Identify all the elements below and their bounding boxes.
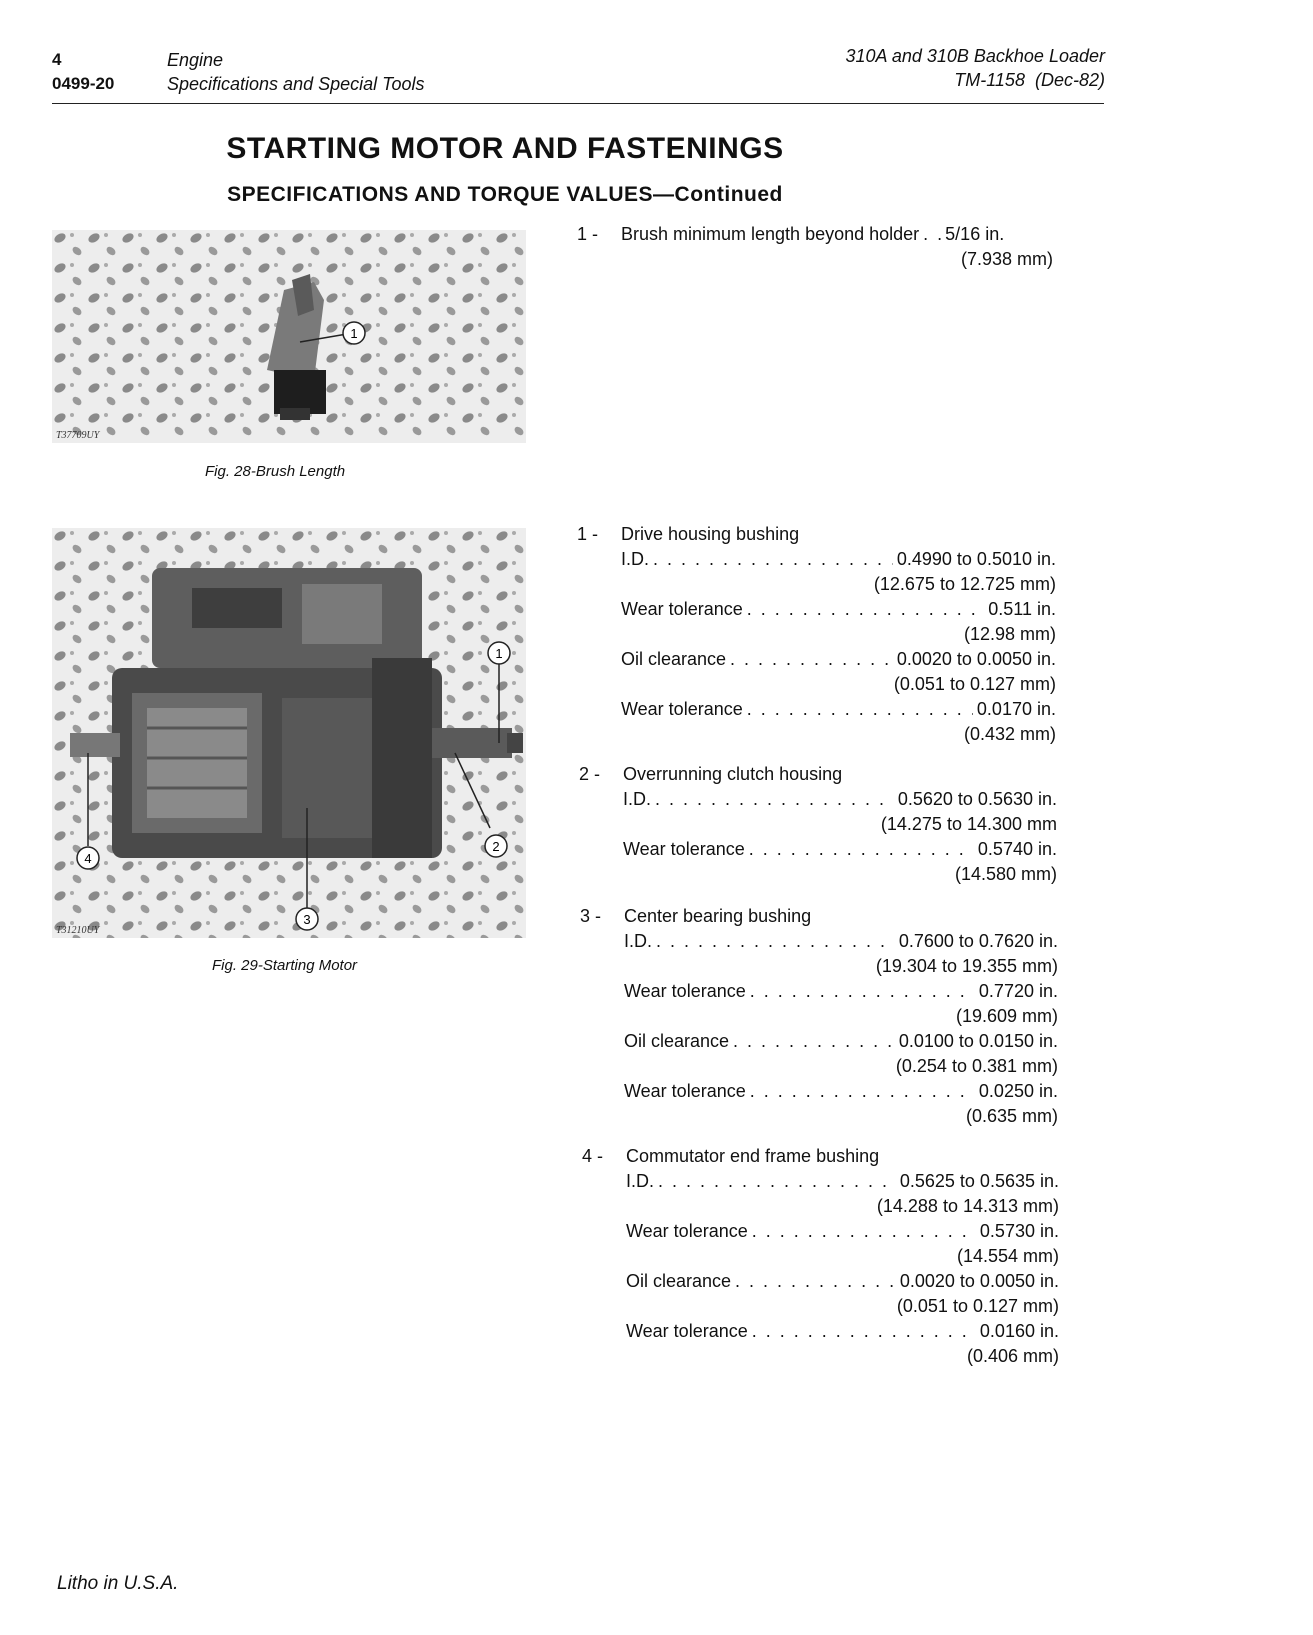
fig29-id-code: T31210UY <box>56 925 100 936</box>
spec-row: Wear tolerance . . . 0.5740 in. <box>579 837 1057 862</box>
spec-row: I.D. . . . 0.7600 to 0.7620 in. <box>580 929 1058 954</box>
spec-heading: Drive housing bushing <box>621 524 800 544</box>
spec-group-overrunning-clutch: 2 - Overrunning clutch housing I.D. . . . 0.5620 to 0.5630 in. (14.275 to 14.300 mm Wear tolerance . . . 0.5740 in. (14.580 mm) <box>579 762 1057 887</box>
spec-row <box>577 222 1053 247</box>
subsection-name: Specifications and Special Tools <box>167 74 425 94</box>
spec-row: Wear tolerance . . . 0.0170 in. <box>577 697 1056 722</box>
spec-value: 5/16 in. <box>945 224 1005 244</box>
spec-row: Wear tolerance . . . 0.0160 in. <box>582 1319 1059 1344</box>
spec-metric: (0.254 to 0.381 mm) <box>895 1056 1058 1076</box>
fig29-callout-1: 1 <box>495 646 503 661</box>
spec-row: Oil clearance . . . 0.0020 to 0.0050 in. <box>577 647 1056 672</box>
spec-metric: (14.288 to 14.313 mm) <box>876 1196 1059 1216</box>
spec-heading: Center bearing bushing <box>624 906 812 926</box>
page-subtitle: SPECIFICATIONS AND TORQUE VALUES—Continued <box>227 183 783 206</box>
spec-row: Wear tolerance . . . 0.511 in. <box>577 597 1056 622</box>
spec-row: I.D. . . . 0.4990 to 0.5010 in. <box>577 547 1056 572</box>
spec-row: I.D. . . . 0.5620 to 0.5630 in. <box>579 787 1057 812</box>
manual-code-date <box>845 68 1105 92</box>
spec-number: 1 <box>577 524 588 544</box>
brush-spec <box>577 222 1053 272</box>
section-code: 0499-20 <box>52 74 115 93</box>
spec-metric: (0.406 mm) <box>966 1346 1059 1366</box>
spec-heading: Commutator end frame bushing <box>626 1146 880 1166</box>
fig29-callout-4: 4 <box>84 851 92 866</box>
spec-metric: (0.635 mm) <box>965 1106 1058 1126</box>
brush-length-photo <box>52 230 526 443</box>
spec-number: 3 <box>580 906 591 926</box>
spec-row: Wear tolerance . . . 0.7720 in. <box>580 979 1058 1004</box>
spec-row: I.D. . . . 0.5625 to 0.5635 in. <box>582 1169 1059 1194</box>
manual-info-block <box>845 44 1105 92</box>
spec-metric: (7.938 mm) <box>960 249 1053 269</box>
spec-metric: (12.675 to 12.725 mm) <box>873 574 1056 594</box>
spec-metric: (14.580 mm) <box>954 864 1057 884</box>
figure-starting-motor <box>52 528 526 938</box>
fig28-caption: Fig. 28-Brush Length <box>205 463 346 480</box>
manual-date: (Dec-82) <box>1034 70 1105 90</box>
spec-group-center-bearing: 3 - Center bearing bushing I.D. . . . 0.7600 to 0.7620 in. (19.304 to 19.355 mm) Wear tolerance . . . 0.7720 in. (19.609 mm) Oil clearance . . . 0.0100 to 0.0150 in. (0.254 to 0.381 mm) Wear tolerance . . . 0.0250 in. (0.635 mm) <box>580 904 1058 1129</box>
fig29-callout-3: 3 <box>303 912 311 927</box>
spec-metric: (12.98 mm) <box>963 624 1056 644</box>
spec-number: 4 <box>582 1146 593 1166</box>
spec-heading: Overrunning clutch housing <box>623 764 843 784</box>
spec-metric: (14.275 to 14.300 mm <box>880 814 1057 834</box>
page-title: STARTING MOTOR AND FASTENINGS <box>226 132 784 165</box>
spec-row: Wear tolerance . . . 0.5730 in. <box>582 1219 1059 1244</box>
manual-code: TM-1158 <box>954 70 1025 90</box>
spec-row: Oil clearance . . . 0.0100 to 0.0150 in. <box>580 1029 1058 1054</box>
spec-metric: (0.051 to 0.127 mm) <box>896 1296 1059 1316</box>
spec-number: 2 <box>579 764 590 784</box>
spec-metric: (0.432 mm) <box>963 724 1056 744</box>
spec-group-commutator-end-frame: 4 - Commutator end frame bushing I.D. . . . 0.5625 to 0.5635 in. (14.288 to 14.313 mm) Wear tolerance . . . 0.5730 in. (14.554 mm) Oil clearance . . . 0.0020 to 0.0050 in. (0.051 to 0.127 mm) Wear tolerance . . . 0.0160 in. (0.406 mm) <box>582 1144 1059 1369</box>
manual-title: 310A and 310B Backhoe Loader <box>845 46 1105 66</box>
fig29-caption: Fig. 29-Starting Motor <box>212 957 358 974</box>
page-number-block <box>52 48 114 96</box>
footer-litho: Litho in U.S.A. <box>57 1573 179 1594</box>
fig29-callout-2: 2 <box>492 839 500 854</box>
fig28-id-code: T37709UY <box>56 430 100 441</box>
section-name: Engine <box>167 50 224 70</box>
header-divider <box>52 103 1104 104</box>
page-number: 4 <box>52 50 62 69</box>
starting-motor-photo <box>52 528 526 938</box>
spec-metric: (14.554 mm) <box>956 1246 1059 1266</box>
spec-row: Wear tolerance . . . 0.0250 in. <box>580 1079 1058 1104</box>
spec-row: Oil clearance . . . 0.0020 to 0.0050 in. <box>582 1269 1059 1294</box>
spec-metric: (19.304 to 19.355 mm) <box>875 956 1058 976</box>
section-title-block <box>167 48 425 96</box>
spec-metric: (19.609 mm) <box>955 1006 1058 1026</box>
spec-group-drive-housing: 1 - Drive housing bushing I.D. . . . 0.4990 to 0.5010 in. (12.675 to 12.725 mm) Wear tolerance . . . 0.511 in. (12.98 mm) Oil clearance . . . 0.0020 to 0.0050 in. (0.051 to 0.127 mm) Wear tolerance . . . 0.0170 in. (0.432 mm) <box>577 522 1056 747</box>
fig28-callout-1: 1 <box>350 326 358 341</box>
spec-number: 1 - <box>577 224 599 244</box>
figure-brush-length <box>52 230 526 443</box>
spec-label: Brush minimum length beyond holder <box>621 224 920 244</box>
spec-metric: (0.051 to 0.127 mm) <box>893 674 1056 694</box>
